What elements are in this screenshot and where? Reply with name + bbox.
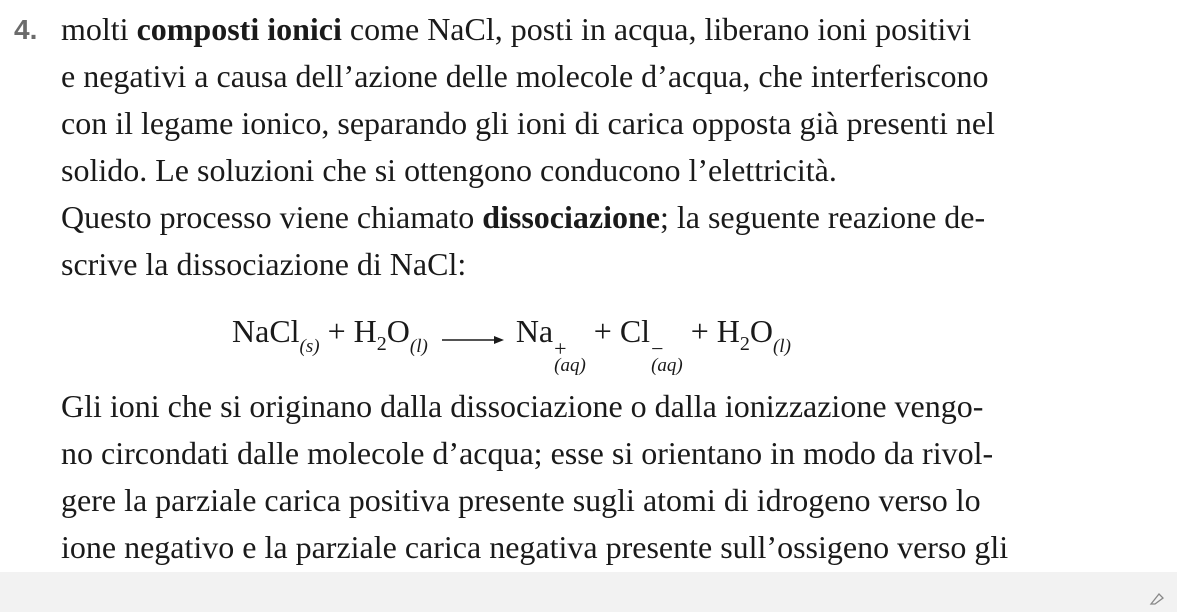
text-span: molti	[61, 11, 137, 47]
footer-band	[0, 572, 1177, 612]
reactant-nacl	[232, 306, 320, 372]
product-sodium-ion	[516, 306, 586, 375]
ion-charge: −	[651, 336, 664, 361]
state-label: (aq)	[651, 355, 683, 376]
state-label: (l)	[409, 336, 428, 357]
ion-annotation	[554, 336, 586, 376]
state-label: (l)	[772, 336, 791, 357]
plus-sign: +	[327, 313, 346, 349]
formula-text: H	[716, 313, 740, 349]
text-span: Questo processo viene chiamato	[61, 199, 483, 235]
item-number: 4.	[14, 14, 38, 45]
state-label: (s)	[299, 336, 320, 357]
formula-text: H	[353, 313, 377, 349]
formula-text: Na	[515, 313, 554, 349]
text-line: solido. Le soluzioni che si ottengono conducono l’elettricità.	[61, 152, 837, 188]
plus-sign: +	[593, 313, 612, 349]
formula-text: NaCl	[232, 313, 300, 349]
text-line	[61, 194, 1121, 241]
reactant-water	[354, 306, 428, 372]
text-line: con il legame ionico, separando gli ioni di carica opposta già presenti nel	[61, 105, 995, 141]
text-line: no circondati dalle molecole d’acqua; esse si orientano in modo da rivol-	[61, 435, 994, 471]
reaction-arrow-icon	[442, 310, 504, 360]
formula-text: O	[749, 313, 773, 349]
text-line: ione negativo e la parziale carica negativa presente sull’ossigeno verso gli	[61, 529, 1009, 565]
paragraph-dissociation-intro	[61, 6, 1121, 288]
chemical-equation	[232, 306, 791, 375]
text-line: gere la parziale carica positiva presente sugli atomi di idrogeno verso lo	[61, 482, 981, 518]
bold-term-dissociation: dissociazione	[482, 199, 660, 235]
subscript: 2	[376, 333, 387, 355]
pencil-icon[interactable]	[1149, 591, 1169, 610]
text-line	[61, 6, 1121, 53]
ion-annotation	[651, 336, 683, 376]
formula-text: O	[386, 313, 410, 349]
bold-term-ionic-compounds: composti ionici	[136, 11, 342, 47]
state-label: (aq)	[554, 355, 586, 376]
product-chloride-ion	[620, 306, 683, 375]
text-line: scrive la dissociazione di NaCl:	[61, 246, 467, 282]
ion-charge: +	[554, 336, 567, 361]
text-span: ; la seguente reazione de-	[659, 199, 986, 235]
text-line: Gli ioni che si originano dalla dissociazione o dalla ionizzazione vengo-	[61, 388, 984, 424]
plus-sign: +	[690, 313, 709, 349]
formula-text: Cl	[619, 313, 651, 349]
text-line: e negativi a causa dell’azione delle molecole d’acqua, che interferiscono	[61, 58, 989, 94]
subscript: 2	[739, 333, 750, 355]
paragraph-ion-hydration	[61, 383, 1121, 571]
product-water	[717, 306, 791, 372]
text-span: come NaCl, posti in acqua, liberano ioni positivi	[341, 11, 972, 47]
